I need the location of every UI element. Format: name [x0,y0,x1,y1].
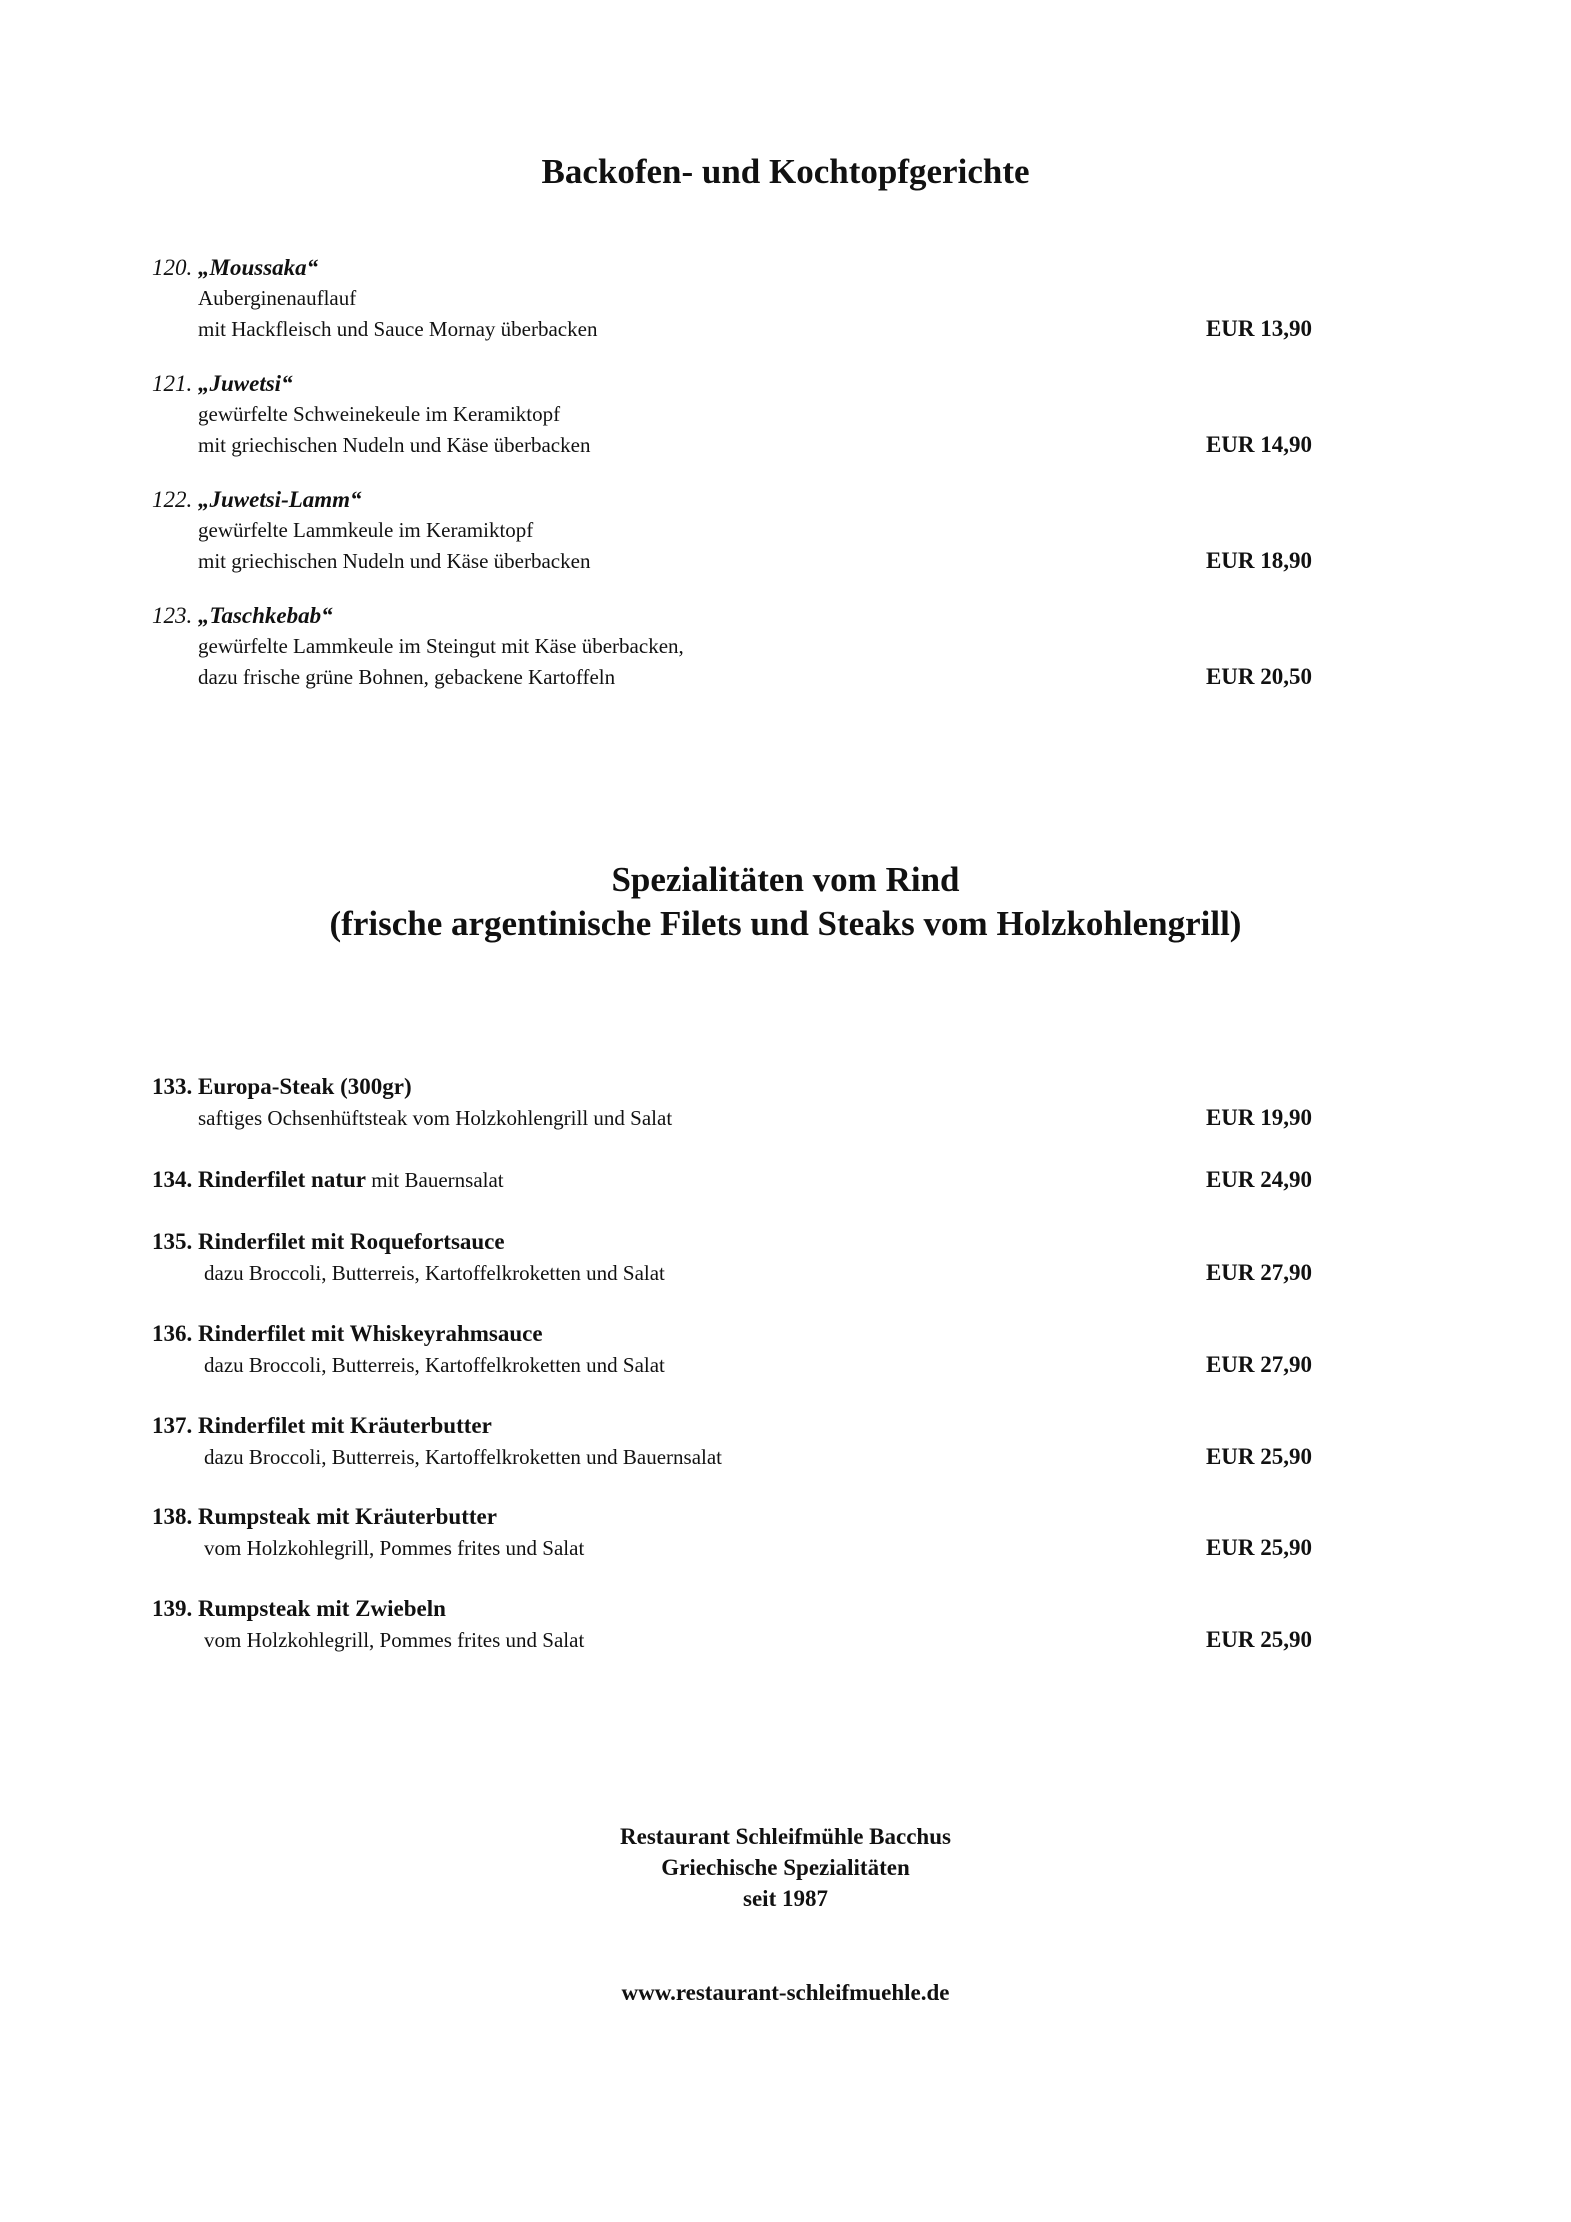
item-description: dazu Broccoli, Butterreis, Kartoffelkroketten und Bauernsalat [204,1445,723,1469]
item-description: Auberginenauflauf [198,286,357,310]
footer-since: seit 1987 [743,1886,828,1911]
item-title [152,1165,504,1195]
item-name: „Taschkebab“ [198,603,333,628]
item-title [152,253,318,283]
footer-tagline: Griechische Spezialitäten [661,1855,910,1880]
menu-item-133 [152,1072,1312,1134]
item-price: EUR 25,90 [1205,1535,1312,1560]
item-price: EUR 19,90 [1205,1105,1312,1130]
item-price: EUR 25,90 [1205,1444,1312,1469]
item-description: vom Holzkohlegrill, Pommes frites und Salat [204,1536,585,1560]
item-description: gewürfelte Lammkeule im Steingut mit Käse überbacken, [198,634,684,658]
section-title-beef: Spezialitäten vom Rind [611,860,960,899]
menu-item-135 [152,1227,1312,1289]
item-name: 134. Rinderfilet natur [152,1167,367,1192]
menu-item-138 [152,1502,1312,1564]
item-title: 139. Rumpsteak mit Zwiebeln [152,1596,446,1621]
item-description: gewürfelte Lammkeule im Keramiktopf [198,518,534,542]
item-title: 136. Rinderfilet mit Whiskeyrahmsauce [152,1321,543,1346]
item-description: dazu frische grüne Bohnen, gebackene Kartoffeln [198,665,616,689]
item-price: EUR 13,90 [1205,316,1312,341]
menu-item-139 [152,1594,1312,1656]
item-name: „Moussaka“ [198,255,319,280]
item-description: mit griechischen Nudeln und Käse überbacken [198,549,591,573]
item-number: 122. [152,487,193,512]
item-number: 123. [152,603,193,628]
item-description: vom Holzkohlegrill, Pommes frites und Salat [204,1628,585,1652]
item-description: mit griechischen Nudeln und Käse überbacken [198,433,591,457]
item-number: 121. [152,371,193,396]
item-price: EUR 25,90 [1205,1627,1312,1652]
item-title: 137. Rinderfilet mit Kräuterbutter [152,1413,492,1438]
menu-item-134 [152,1165,1312,1196]
item-title [152,601,333,631]
item-name: „Juwetsi“ [198,371,293,396]
menu-item-123 [152,601,1312,696]
item-title: 135. Rinderfilet mit Roquefortsauce [152,1229,505,1254]
footer-restaurant-name: Restaurant Schleifmühle Bacchus [620,1824,951,1849]
footer-website-link[interactable]: www.restaurant-schleifmuehle.de [621,1980,950,2005]
menu-item-121 [152,369,1312,464]
section-subtitle-beef: (frische argentinische Filets und Steaks vom Holzkohlengrill) [329,904,1242,943]
item-price: EUR 24,90 [1205,1167,1312,1192]
item-description: dazu Broccoli, Butterreis, Kartoffelkroketten und Salat [204,1353,665,1377]
item-title: 138. Rumpsteak mit Kräuterbutter [152,1504,497,1529]
item-price: EUR 18,90 [1205,548,1312,573]
menu-item-136 [152,1319,1312,1381]
item-price: EUR 20,50 [1205,664,1312,689]
item-note: mit Bauernsalat [366,1168,504,1192]
item-number: 120. [152,255,193,280]
item-price: EUR 27,90 [1205,1352,1312,1377]
item-description: mit Hackfleisch und Sauce Mornay überbacken [198,317,598,341]
item-title [152,485,362,515]
item-description: gewürfelte Schweinekeule im Keramiktopf [198,402,561,426]
menu-item-122 [152,485,1312,580]
menu-item-120 [152,253,1312,348]
item-title: 133. Europa-Steak (300gr) [152,1074,412,1099]
item-price: EUR 14,90 [1205,432,1312,457]
menu-item-137 [152,1411,1312,1473]
item-description: dazu Broccoli, Butterreis, Kartoffelkroketten und Salat [204,1261,665,1285]
item-title [152,369,293,399]
item-description: saftiges Ochsenhüftsteak vom Holzkohlengrill und Salat [198,1106,673,1130]
item-price: EUR 27,90 [1205,1260,1312,1285]
section-title-oven-dishes: Backofen- und Kochtopfgerichte [541,152,1030,191]
item-name: „Juwetsi-Lamm“ [198,487,362,512]
